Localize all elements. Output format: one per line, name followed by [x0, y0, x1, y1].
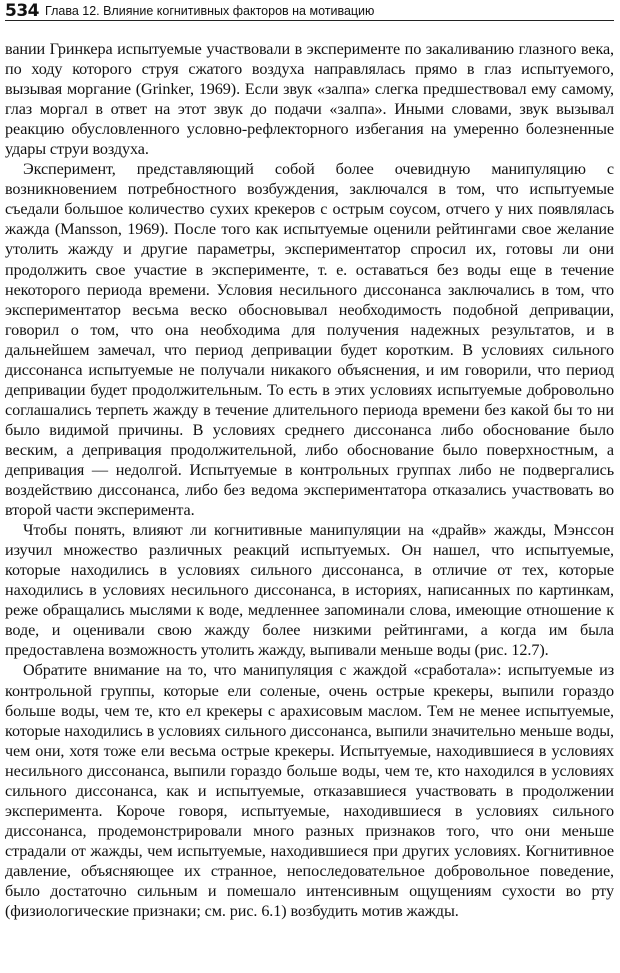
paragraph-drive-thirst: Чтобы понять, влияют ли когнитивные манипуляции на «драйв» жажды, Мэнссон изучил множество различных реакций испытуемых. Он нашел, что испытуемые, которые находились в условиях сильного диссонанса, в отличие от тех, которые находились в условиях несильного диссонанса, в историях, написанных по картинкам, реже обращались мыслями к воде, медленнее запоминали слова, имеющие отношение к воде, и оценивали свою жажду более низкими рейтингами, а когда им была предоставлена возможность утолить жажду, выпивали меньше воды (рис. 12.7).: [5, 521, 614, 660]
body-text: [5, 39, 614, 921]
chapter-title: Глава 12. Влияние когнитивных факторов на мотивацию: [45, 4, 375, 18]
page-number: 534: [5, 1, 39, 21]
paragraph-manipulation-results: Обратите внимание на то, что манипуляция с жаждой «сработала»: испытуемые из контрольной группы, которые ели соленые, очень острые крекеры, выпили гораздо больше воды, чем те, кто ел крекеры с арахисовым маслом. Тем не менее испытуемые, которые находились в условиях сильного диссонанса, выпили значительно меньше воды, чем они, хотя тоже ели весьма острые крекеры. Испытуемые, находившиеся в условиях несильного диссонанса, выпили гораздо больше воды, чем те, кто находился в условиях сильного диссонанса, как и испытуемые, отказавшиеся участвовать в продолжении эксперимента. Короче говоря, испытуемые, находившиеся в условиях сильного диссонанса, продемонстрировали много разных признаков того, что они меньше страдали от жажды, чем испытуемые, находившиеся при других условиях. Когнитивное давление, объясняющее их странное, непоследовательное добровольное поведение, было достаточно сильным и помешало интенсивным ощущениям сухости во рту (физиологические признаки; см. рис. 6.1) возбудить мотив жажды.: [5, 661, 614, 921]
paragraph-mansson-experiment: Эксперимент, представляющий собой более очевидную манипуляцию с возникновением потребностного возбуждения, заключался в том, что испытуемые съедали большое количество сухих крекеров с острым соусом, отчего у них появлялась жажда (Mansson, 1969). После того как испытуемые оценили рейтингами свое желание утолить жажду и другие параметры, экспериментатор спросил их, готовы ли они продолжить свое участие в эксперименте, т. е. оставаться без воды еще в течение некоторого периода времени. Условия несильного диссонанса заключались в том, что экспериментатор весьма веско обосновывал необходимость подобной депривации, говорил о том, что она необходима для получения надежных результатов, и в дальнейшем замечал, что период депривации будет коротким. В условиях сильного диссонанса испытуемые не получали никакого объяснения, и им говорили, что период депривации будет продолжительным. То есть в этих условиях испытуемые добровольно соглашались терпеть жажду в течение длительного периода времени без какой бы то ни было видимой причины. В условиях среднего диссонанса либо обоснование было веским, а депривация продолжительной, либо обоснование было поверхностным, а депривация — недолгой. Испытуемые в контрольных группах либо не подвергались воздействию диссонанса, либо без ведома экспериментатора отказались участвовать во второй части эксперимента.: [5, 160, 614, 520]
running-header: [5, 0, 614, 21]
paragraph-continuation: вании Гринкера испытуемые участвовали в эксперименте по закаливанию глазного века, по ходу которого струя сжатого воздуха направлялась прямо в глаз испытуемого, вызывая моргание (Grinker, 1969). Если звук «залпа» слегка предшествовал ему самому, глаз моргал в ответ на этот звук до подачи «залпа». Иными словами, звук вызывал реакцию обусловленного условно-рефлекторного избегания на умеренно болезненные удары струи воздуха.: [5, 40, 614, 159]
